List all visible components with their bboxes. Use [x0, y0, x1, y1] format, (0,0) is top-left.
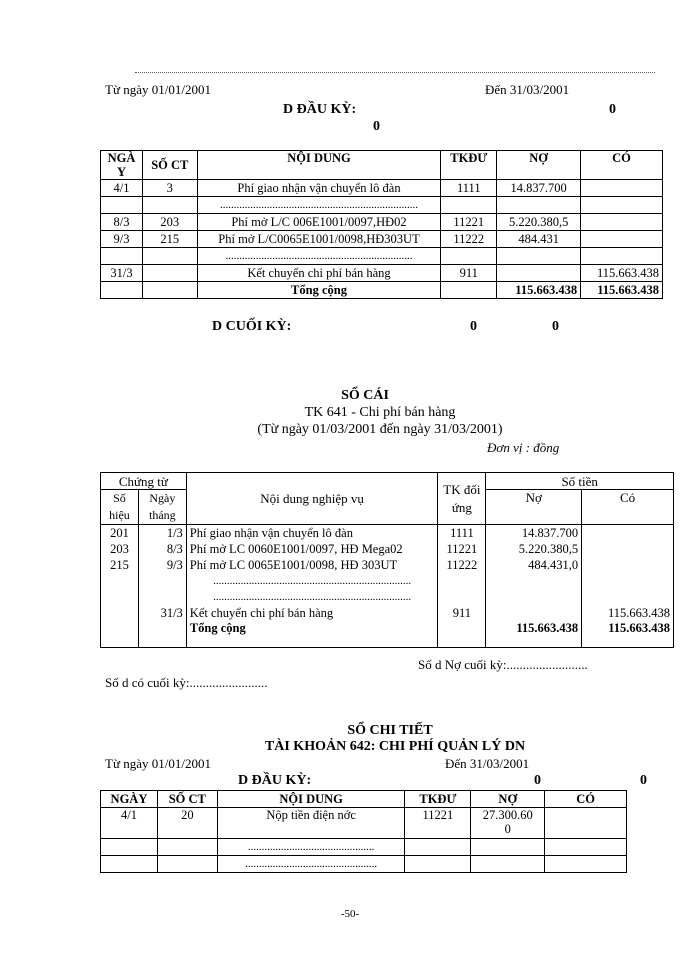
cell-debit	[497, 248, 581, 265]
total-row	[101, 621, 674, 648]
table-row	[101, 214, 663, 231]
cell-voucher	[142, 265, 197, 282]
cell-debit-line2: 0	[504, 822, 511, 836]
cell-date: 4/1	[101, 808, 158, 839]
empty-cell	[101, 839, 158, 856]
cell-date: 8/3	[138, 541, 186, 557]
cell-date: 31/3	[138, 605, 186, 621]
table-row	[101, 573, 674, 589]
cell-voucher: 20	[157, 808, 217, 839]
sec3-title: SỔ CHI TIẾT	[347, 723, 433, 738]
sec2-unit: Đơn vị : đồng	[487, 440, 560, 455]
empty-cell	[438, 621, 486, 648]
cell-number	[101, 605, 139, 621]
table-row	[101, 856, 627, 873]
cell-debit	[497, 197, 581, 214]
header-debit: Nợ	[486, 490, 582, 525]
table-row	[101, 197, 663, 214]
cell-account: 11222	[441, 231, 497, 248]
cell-account: 1111	[438, 525, 486, 542]
total-credit: 115.663.438	[581, 282, 663, 299]
cell-content: Phí giao nhận vận chuyển lô đàn	[186, 525, 438, 542]
empty-cell	[101, 856, 158, 873]
cell-content: Phí mở LC 0065E1001/0098, HĐ 303UT	[186, 557, 438, 573]
cell-content: Phí mở L/C 006E1001/0097,HĐ02	[197, 214, 441, 231]
cell-account: 11222	[438, 557, 486, 573]
cell-account: 1111	[441, 180, 497, 197]
col-debit-header: NỢ	[471, 791, 545, 808]
table-row	[101, 808, 627, 839]
cell-date	[101, 248, 143, 265]
empty-cell	[101, 282, 143, 299]
sec2-closing-credit: Số d có cuối kỳ:........................	[105, 675, 268, 690]
cell-debit: 14.837.700	[497, 180, 581, 197]
cell-voucher	[142, 197, 197, 214]
table-row	[101, 265, 663, 282]
sec3-to-date: Đến 31/03/2001	[445, 756, 530, 771]
cell-account: 911	[438, 605, 486, 621]
sec2-header-row-1	[101, 473, 674, 490]
total-debit: 115.663.438	[486, 621, 582, 648]
total-label: Tổng cộng	[186, 621, 438, 648]
col-debit-header: NỢ	[497, 151, 581, 180]
cell-debit-line1: 27.300.60	[482, 808, 533, 822]
sec3-opening-value-debit: 0	[534, 773, 541, 788]
cell-date: 8/3	[101, 214, 143, 231]
cell-account: 11221	[441, 214, 497, 231]
cell-date: 4/1	[101, 180, 143, 197]
cell-debit	[471, 808, 545, 839]
header-voucher: Chứng từ	[101, 473, 187, 490]
col-credit-header: CÓ	[581, 151, 663, 180]
cell-credit	[582, 557, 674, 573]
cell-content-dots: ..............................................	[217, 839, 405, 856]
empty-cell	[441, 282, 497, 299]
cell-account: 11221	[438, 541, 486, 557]
cell-content: Kết chuyển chi phí bán hàng	[186, 605, 438, 621]
table-row	[101, 180, 663, 197]
cell-content-dots: ........................................................................	[186, 573, 438, 589]
cell-number	[101, 589, 139, 605]
cell-credit	[581, 248, 663, 265]
empty-cell	[471, 856, 545, 873]
cell-number: 215	[101, 557, 139, 573]
empty-cell	[142, 282, 197, 299]
cell-date	[138, 573, 186, 589]
sec3-header-row	[101, 791, 627, 808]
cell-date: 9/3	[101, 231, 143, 248]
cell-credit	[581, 231, 663, 248]
table-row	[101, 605, 674, 621]
cell-credit	[582, 573, 674, 589]
cell-debit: 14.837.700	[486, 525, 582, 542]
table-row	[101, 557, 674, 573]
top-dotted-rule	[135, 72, 655, 73]
cell-credit	[581, 180, 663, 197]
header-content: Nội dung nghiệp vụ	[186, 473, 438, 525]
cell-content: Phí giao nhận vận chuyển lô đàn	[197, 180, 441, 197]
header-number: Số hiệu	[101, 490, 139, 525]
total-label: Tổng cộng	[197, 282, 441, 299]
sec1-closing-value-credit: 0	[552, 319, 559, 334]
header-account: TK đối ứng	[438, 473, 486, 525]
sec2-ledger-table	[100, 472, 674, 648]
sec1-ledger-table	[100, 150, 663, 299]
col-date-header: NGÀ Y	[101, 151, 143, 180]
col-content-header: NỘI DUNG	[217, 791, 405, 808]
empty-cell	[101, 621, 139, 648]
header-date: Ngày tháng	[138, 490, 186, 525]
cell-content: Phí mở LC 0060E1001/0097, HĐ Mega02	[186, 541, 438, 557]
sec1-to-date: Đến 31/03/2001	[485, 82, 570, 97]
header-credit: Có	[582, 490, 674, 525]
table-row	[101, 231, 663, 248]
cell-number: 201	[101, 525, 139, 542]
empty-cell	[157, 839, 217, 856]
cell-content: Phí mở L/C0065E1001/0098,HĐ303UT	[197, 231, 441, 248]
empty-cell	[405, 856, 471, 873]
sec1-opening-value-credit: 0	[609, 102, 616, 117]
sec3-ledger-table	[100, 790, 627, 873]
empty-cell	[471, 839, 545, 856]
table-row	[101, 589, 674, 605]
sec2-subtitle: TK 641 - Chi phí bán hàng	[304, 405, 456, 420]
cell-credit	[582, 541, 674, 557]
cell-date: 9/3	[138, 557, 186, 573]
cell-credit: 115.663.438	[582, 605, 674, 621]
cell-account	[438, 589, 486, 605]
col-content-header: NỘI DUNG	[197, 151, 441, 180]
sec3-opening-value-credit: 0	[640, 773, 647, 788]
empty-cell	[157, 856, 217, 873]
table-row	[101, 525, 674, 542]
cell-content: Nộp tiền điện nớc	[217, 808, 405, 839]
sec1-closing-value-debit: 0	[470, 319, 477, 334]
col-date-header: NGÀY	[101, 791, 158, 808]
cell-content-dots: ................................................	[217, 856, 405, 873]
cell-credit	[581, 214, 663, 231]
cell-number: 203	[101, 541, 139, 557]
col-credit-header: CÓ	[545, 791, 627, 808]
empty-cell	[138, 621, 186, 648]
sec2-title: SỔ CÁI	[341, 388, 389, 403]
cell-account: 11221	[405, 808, 471, 839]
sec1-opening-label: D ĐẦU KỲ:	[283, 102, 357, 117]
sec3-from-date: Từ ngày 01/01/2001	[105, 756, 211, 771]
cell-debit: 5.220.380,5	[497, 214, 581, 231]
cell-account	[438, 573, 486, 589]
cell-credit	[581, 197, 663, 214]
empty-cell	[545, 856, 627, 873]
col-voucher-header: SỐ CT	[157, 791, 217, 808]
sec3-opening-label: D ĐẦU KỲ:	[238, 773, 312, 788]
cell-debit	[486, 605, 582, 621]
col-account-header: TKĐƯ	[441, 151, 497, 180]
cell-credit	[582, 525, 674, 542]
sec1-opening-value-debit: 0	[373, 119, 380, 134]
cell-credit: 115.663.438	[581, 265, 663, 282]
table-row	[101, 541, 674, 557]
empty-cell	[405, 839, 471, 856]
cell-number	[101, 573, 139, 589]
page-number: -50-	[340, 908, 360, 920]
table-row	[101, 248, 663, 265]
total-row	[101, 282, 663, 299]
cell-date: 31/3	[101, 265, 143, 282]
cell-content-dots: ........................................................................	[186, 589, 438, 605]
sec2-period: (Từ ngày 01/03/2001 đến ngày 31/03/2001)	[257, 422, 503, 437]
col-voucher-header: SỐ CT	[142, 151, 197, 180]
sec1-closing-label: D CUỐI KỲ:	[212, 319, 292, 334]
cell-voucher	[142, 248, 197, 265]
cell-debit	[497, 265, 581, 282]
cell-date: 1/3	[138, 525, 186, 542]
cell-account	[441, 197, 497, 214]
empty-cell	[545, 839, 627, 856]
sec2-closing-debit: Số d Nợ cuối kỳ:.........................	[418, 657, 588, 672]
sec1-header-row	[101, 151, 663, 180]
sec1-from-date: Từ ngày 01/01/2001	[105, 82, 211, 97]
total-credit: 115.663.438	[582, 621, 674, 648]
cell-credit	[545, 808, 627, 839]
cell-date	[138, 589, 186, 605]
total-debit: 115.663.438	[497, 282, 581, 299]
cell-date	[101, 197, 143, 214]
cell-voucher: 203	[142, 214, 197, 231]
cell-content-dots: ....................................................................	[197, 248, 441, 265]
sec3-subtitle: TÀI KHOẢN 642: CHI PHÍ QUẢN LÝ DN	[264, 739, 526, 754]
cell-voucher: 215	[142, 231, 197, 248]
cell-account: 911	[441, 265, 497, 282]
cell-content: Kết chuyển chi phí bán hàng	[197, 265, 441, 282]
cell-content-dots: ........................................................................	[197, 197, 441, 214]
table-row	[101, 839, 627, 856]
col-account-header: TKĐƯ	[405, 791, 471, 808]
header-amount: Số tiền	[486, 473, 674, 490]
cell-debit: 484.431	[497, 231, 581, 248]
cell-credit	[582, 589, 674, 605]
cell-debit	[486, 589, 582, 605]
cell-debit: 484.431,0	[486, 557, 582, 573]
cell-voucher: 3	[142, 180, 197, 197]
cell-debit: 5.220.380,5	[486, 541, 582, 557]
cell-debit	[486, 573, 582, 589]
cell-account	[441, 248, 497, 265]
